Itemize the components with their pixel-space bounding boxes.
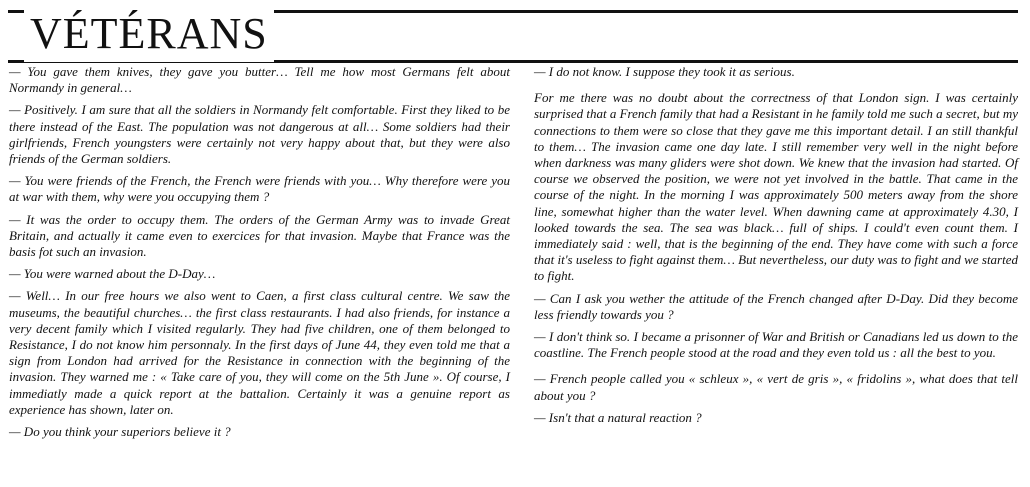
question-paragraph: — You gave them knives, they gave you butter… Tell me how most Germans felt about Normandy in general… (9, 64, 510, 96)
question-paragraph: — You were warned about the D-Day… (9, 266, 216, 282)
question-paragraph: — Isn't that a natural reaction ? (534, 409, 702, 425)
question-paragraph: — Do you think your superiors believe it ? (9, 424, 231, 440)
answer-paragraph: — I do not know. I suppose they took it as serious. (534, 64, 795, 79)
question-paragraph: — Can I ask you wether the attitude of the French changed after D-Day. Did they become less friendly towards you ? (534, 290, 1018, 322)
left-column (9, 64, 510, 446)
narrative-paragraph: For me there was no doubt about the correctness of that London sign. I was certainly surprised that a French family that had a Resistant in he family told me such a secret, but my connections to them were so close that they gave me this important detail. I an still thankful to them… The invasion came one day late. I still remember very well in the night before when darkness was many gliders were shot down. We knew that the invasion had started. Of course we observed the position, we were not yet involved in the battle. That came in the course of the night. In the morning I was approximately 500 meters away from the shore line, somewhat higher than the water level. When dawning came at approximately 4.30, I looked towards the sea. The sea was black… full of ships. I could't even count them. I immediately said : well, that is the beginning of the end. They have come with such a force that it's useless to fight against them… But nevertheless, our duty was to fight and we started to fight. (534, 90, 1018, 284)
answer-paragraph: — Positively. I am sure that all the soldiers in Normandy felt comfortable. First they liked to be there instead of the East. The population was not dangerous at all… Some soldiers had their girlfriends, French youngsters were certainly not very happy about that, but they were also friends of the German soldiers. (9, 102, 510, 167)
answer-paragraph: — Well… In our free hours we also went to Caen, a first class cultural centre. We saw the museums, the beautiful churches… the first class restaurants. I had also friends, for instance a very decent family which I visited regularly. They had five children, one of them belonged to Resistance, I do not know him personnaly. In the first days of June 44, they even told me that a sign from London had arrived for the Resistance in connection with the beginning of the invasion. They warned me : « Take care of you, they will come on the 5th June ». Of course, I immediatly made a quick report at the battalion. Certainly it was a genuine report as experience has shown, later on. (9, 288, 510, 417)
question-paragraph: — French people called you « schleux », « vert de gris », « fridolins », what does that tell about you ? (534, 371, 1018, 403)
right-column (534, 64, 1018, 432)
answer-paragraph: — I don't think so. I became a prisonner of War and British or Canadians led us down to the coastline. The French people stood at the road and they even told us : all the best to you. (534, 329, 1018, 361)
question-paragraph: — You were friends of the French, the French were friends with you… Why therefore were you at war with them, why were you occupying them ? (9, 173, 510, 205)
answer-paragraph: — It was the order to occupy them. The orders of the German Army was to invade Great Britain, and actually it came even to exercices for that invasion. Maybe that France was the basis fot such an invasion. (9, 211, 510, 260)
section-title: VÉTÉRANS (24, 6, 274, 62)
